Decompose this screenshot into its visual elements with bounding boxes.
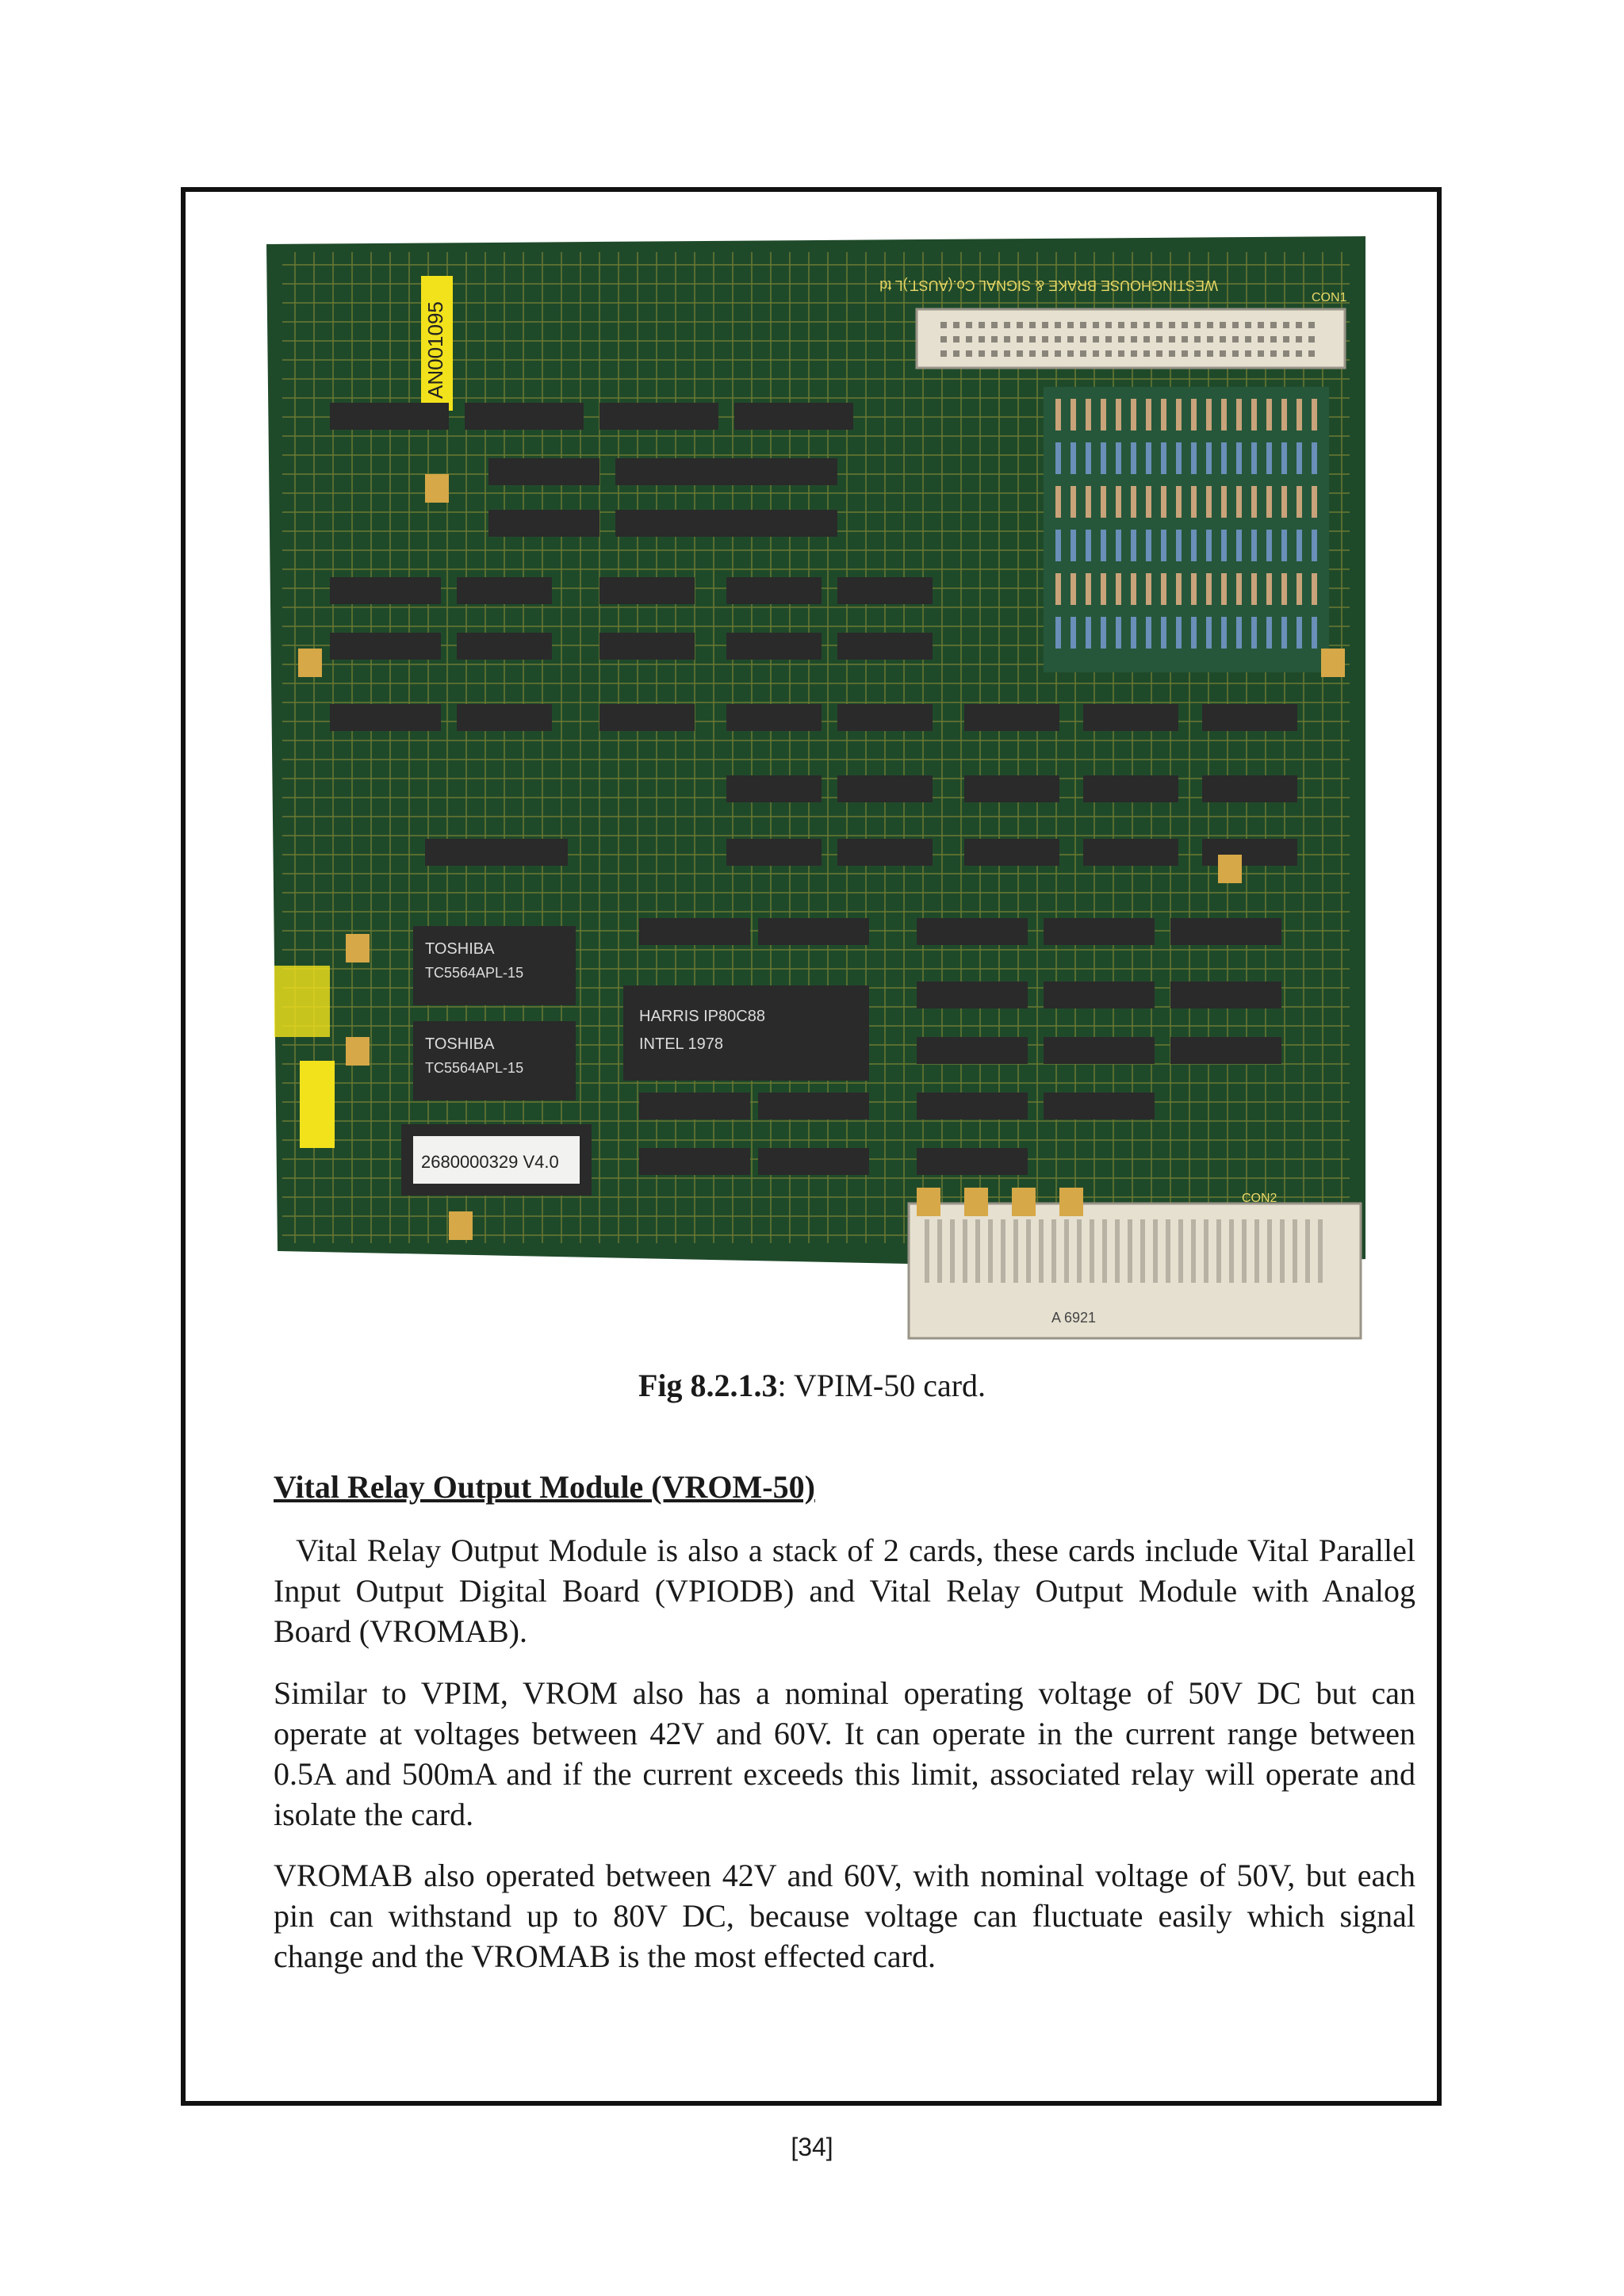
ic-chip (964, 775, 1059, 802)
ic-chip (726, 510, 837, 537)
ic-chip (917, 918, 1028, 945)
ic-chip (330, 403, 449, 430)
svg-text:INTEL 1978: INTEL 1978 (639, 1035, 723, 1053)
ic-chip (917, 1148, 1028, 1175)
ic-chip (1170, 918, 1281, 945)
ic-chip (425, 839, 568, 866)
ic-chip (639, 1093, 750, 1119)
page-number: [34] (791, 2133, 833, 2161)
svg-text:CON1: CON1 (1312, 291, 1347, 304)
svg-text:AN001095: AN001095 (423, 301, 447, 399)
ic-chip (465, 403, 584, 430)
vpim-board-photo (266, 236, 1365, 1340)
ic-chip (726, 839, 822, 866)
svg-text:TC5564APL-15: TC5564APL-15 (425, 965, 524, 981)
ic-chip (917, 1093, 1028, 1119)
ic-chip (457, 633, 552, 660)
ic-chip (599, 577, 695, 604)
tantalum-capacitor (917, 1188, 940, 1216)
figure-caption-text: : VPIM-50 card. (777, 1368, 986, 1403)
ic-chip (758, 1148, 869, 1175)
ic-chip (1044, 1037, 1155, 1064)
ic-chip (330, 577, 441, 604)
svg-text:A 6921: A 6921 (1051, 1310, 1097, 1326)
ic-chip (615, 510, 726, 537)
svg-text:TC5564APL-15: TC5564APL-15 (425, 1060, 524, 1076)
ic-chip (639, 1148, 750, 1175)
ic-chip (615, 458, 726, 485)
ic-chip (726, 577, 822, 604)
section-heading: Vital Relay Output Module (VROM-50) (274, 1469, 815, 1505)
svg-text:CON2: CON2 (1242, 1192, 1277, 1205)
ic-chip (599, 403, 718, 430)
ic-chip (599, 704, 695, 731)
ic-chip (964, 704, 1059, 731)
ic-chip (330, 704, 441, 731)
paragraph-1: Vital Relay Output Module is also a stack of 2 cards, these cards include Vital Parallel Input Output Digital Board (VPIODB) and Vital Relay Output Module with Analog Board (VROMAB). (274, 1533, 1415, 1649)
ic-chip (837, 775, 933, 802)
ic-chip (1083, 839, 1178, 866)
figure-number: Fig 8.2.1.3 (638, 1368, 778, 1403)
ic-chip (1044, 982, 1155, 1008)
ic-chip (1044, 918, 1155, 945)
ic-chip (330, 633, 441, 660)
tantalum-capacitor (1059, 1188, 1083, 1216)
tantalum-capacitor (346, 1037, 370, 1066)
paragraph-2: Similar to VPIM, VROM also has a nominal operating voltage of 50V DC but can operate at voltages between 42V and 60V. It can operate in the current range between 0.5A and 500mA and if the current exceeds this limit, associated relay will operate and isolate the card. (274, 1675, 1415, 1832)
ic-chip (457, 704, 552, 731)
ic-chip (837, 577, 933, 604)
cpu-chip (623, 985, 869, 1081)
ic-chip (726, 633, 822, 660)
ic-chip (1170, 1037, 1281, 1064)
paragraph-3: VROMAB also operated between 42V and 60V, with nominal voltage of 50V, but each pin can withstand up to 80V DC, because voltage can fluctuate easily which signal change and the VROMAB is the most effected card. (274, 1858, 1415, 1974)
tantalum-capacitor (298, 649, 322, 677)
ic-chip (964, 839, 1059, 866)
svg-text:2680000329 V4.0: 2680000329 V4.0 (421, 1152, 559, 1172)
tantalum-capacitor (964, 1188, 988, 1216)
svg-text:WESTINGHOUSE BRAKE & SIGNAL Co: WESTINGHOUSE BRAKE & SIGNAL Co.(AUST.)L td (879, 277, 1218, 293)
ic-chip (917, 982, 1028, 1008)
ic-chip (726, 775, 822, 802)
ic-chip (1170, 982, 1281, 1008)
ic-chip (726, 704, 822, 731)
ic-chip (1202, 839, 1297, 866)
ic-chip (726, 458, 837, 485)
ic-chip (1083, 704, 1178, 731)
ic-chip (837, 704, 933, 731)
ic-chip (837, 839, 933, 866)
ic-chip (1202, 775, 1297, 802)
ic-chip (917, 1037, 1028, 1064)
svg-text:TOSHIBA: TOSHIBA (425, 940, 495, 958)
ic-chip (488, 510, 599, 537)
ic-chip (488, 458, 599, 485)
ic-chip (734, 403, 853, 430)
ic-chip (758, 1093, 869, 1119)
tantalum-capacitor (346, 934, 370, 962)
figure-caption (0, 1367, 1624, 1404)
ic-chip (599, 633, 695, 660)
tantalum-capacitor (449, 1211, 473, 1240)
tantalum-capacitor (1321, 649, 1345, 677)
ic-chip (1083, 775, 1178, 802)
svg-text:HARRIS IP80C88: HARRIS IP80C88 (639, 1008, 765, 1025)
ic-chip (639, 918, 750, 945)
tantalum-capacitor (425, 474, 449, 503)
ic-chip (1044, 1093, 1155, 1119)
tantalum-capacitor (1218, 855, 1242, 883)
ic-chip (758, 918, 869, 945)
ic-chip (1202, 704, 1297, 731)
tantalum-capacitor (1012, 1188, 1036, 1216)
svg-text:TOSHIBA: TOSHIBA (425, 1035, 495, 1053)
ic-chip (837, 633, 933, 660)
ic-chip (457, 577, 552, 604)
